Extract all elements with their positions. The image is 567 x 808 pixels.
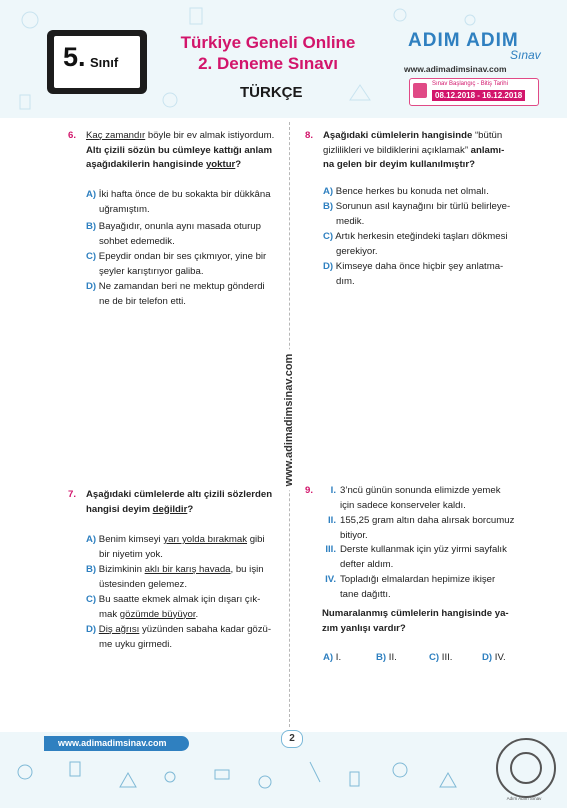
underlined-phrase: Diş ağrısı — [98, 624, 140, 635]
question-number: 8. — [305, 130, 314, 141]
option-text: II. — [388, 652, 397, 663]
question-mark: ? — [235, 159, 242, 170]
option-letter: B) — [86, 221, 97, 232]
option-b[interactable] — [86, 563, 286, 592]
footer-url[interactable]: www.adimadimsinav.com — [58, 738, 167, 748]
option-a[interactable] — [323, 185, 533, 200]
question-7 — [68, 488, 283, 517]
option-text: şeyler karıştırıyor galiba. — [99, 265, 204, 277]
option-text: Sorunun asıl kaynağını bir türlü belirleye- — [335, 201, 511, 212]
option-d[interactable] — [86, 280, 286, 309]
question-8 — [305, 129, 530, 173]
sentence-text: böyle bir ev almak istiyordum. — [145, 130, 275, 141]
sentence-text: Derste kullanmak için yüz yirmi sayfalık — [340, 544, 507, 555]
answer-d[interactable] — [482, 651, 506, 666]
option-letter: B) — [86, 564, 97, 575]
seal-text: Adım Adım Sınav — [506, 796, 542, 801]
exam-dates-value: 08.12.2018 - 16.12.2018 — [432, 90, 525, 101]
option-text: medik. — [336, 215, 365, 227]
brand-logo: ADIM ADIM — [408, 30, 519, 51]
sentence-text: için sadece konserveler kaldı. — [340, 499, 466, 511]
numbered-sentence-4 — [322, 573, 527, 602]
sentence-text: tane dağıttı. — [340, 588, 391, 600]
option-text: yüzünden sabaha kadar gözü- — [139, 624, 272, 635]
question-stem: aşağıdakilerin hangisinde — [86, 159, 206, 170]
sentence-text: defter aldım. — [340, 558, 394, 570]
option-text: Kimseye daha önce hiçbir şey anlatma- — [335, 261, 504, 272]
footer-pattern — [0, 752, 567, 808]
question-stem — [322, 607, 532, 636]
question-stem-line: zım yanlışı vardır? — [322, 622, 406, 634]
option-text: Bayağıdır, onunla aynı masada oturup — [98, 221, 261, 232]
option-d[interactable] — [86, 623, 286, 652]
option-letter: D) — [86, 281, 97, 292]
option-b[interactable] — [86, 220, 286, 249]
emphasis-word: değildir — [152, 503, 188, 515]
option-letter: B) — [376, 652, 387, 663]
option-b[interactable] — [323, 200, 533, 229]
option-text: Epeydir ondan bir ses çıkmıyor, yine bir — [98, 251, 267, 262]
question-stem: Aşağıdaki cümlelerin hangisinde — [323, 130, 475, 141]
calendar-icon — [413, 83, 427, 98]
question-number: 7. — [68, 489, 77, 500]
underlined-phrase: gözümde büyüyor — [119, 608, 196, 620]
underlined-phrase: Kaç zamandır — [86, 130, 146, 141]
option-a[interactable] — [86, 533, 286, 562]
option-text: dım. — [336, 275, 355, 287]
option-letter: C) — [86, 594, 97, 605]
option-a[interactable] — [86, 188, 286, 217]
sentence-text: 3’ncü günün sonunda elimizde yemek — [340, 485, 501, 496]
seal-inner-ring — [510, 752, 542, 784]
option-text: Bu saatte ekmek almak için dışarı çık- — [98, 594, 261, 605]
option-text: gibi — [247, 534, 265, 545]
grade-number: 5. — [63, 42, 86, 72]
page-number: 2 — [281, 730, 303, 748]
roman-numeral: III. — [325, 544, 336, 555]
option-text: sohbet edemedik. — [99, 235, 175, 247]
option-text: IV. — [494, 652, 506, 663]
option-text: uğramıştım. — [99, 203, 150, 215]
option-text: me uyku girmedi. — [99, 638, 173, 650]
numbered-sentence-2 — [322, 514, 527, 543]
sentence-text: 155,25 gram altın daha alırsak borcumuz — [340, 515, 515, 526]
option-letter: C) — [429, 652, 440, 663]
option-c[interactable] — [323, 230, 533, 259]
question-stem-line: Numaralanmış cümlelerin hangisinde ya- — [322, 608, 509, 619]
question-stem: anlamı- — [468, 144, 505, 156]
option-text: Bizimkinin — [98, 564, 145, 575]
answer-a[interactable] — [323, 651, 341, 666]
question-stem: Aşağıdaki cümlelerde altı çizili sözlerden — [86, 489, 273, 500]
numbered-sentence-3 — [322, 543, 527, 572]
quoted-meaning: “bütün — [474, 130, 503, 141]
question-stem: Altı çizili sözün bu cümleye kattığı anlam — [86, 144, 273, 156]
option-text: gerekiyor. — [336, 245, 378, 257]
option-text: Artık herkesin eteğindeki taşları dökmesi — [335, 231, 508, 242]
brand-logo-sub: Sınav — [510, 48, 541, 62]
question-6 — [68, 129, 283, 173]
answer-b[interactable] — [376, 651, 397, 666]
question-number: 9. — [305, 485, 314, 496]
option-letter: C) — [86, 251, 97, 262]
question-stem: na gelen bir deyim kullanılmıştır? — [323, 159, 475, 170]
roman-numeral: IV. — [325, 574, 336, 585]
option-text: İki hafta önce de bu sokakta bir dükkâna — [98, 189, 271, 200]
option-text: . — [195, 608, 199, 620]
option-text: Ne zamandan beri ne mektup gönderdi — [98, 281, 265, 292]
underlined-phrase: aklı bir karış havada — [144, 564, 231, 575]
option-letter: D) — [482, 652, 493, 663]
sentence-text: Topladığı elmalardan hepimize ikişer — [340, 574, 496, 585]
option-c[interactable] — [86, 250, 286, 279]
grade-label: Sınıf — [90, 55, 119, 70]
underlined-phrase: yarı yolda bırakmak — [163, 534, 248, 545]
question-stem: hangisi deyim — [86, 503, 153, 515]
sentence-text: bitiyor. — [340, 529, 368, 541]
option-text: üstesinden gelemez. — [99, 578, 187, 590]
option-letter: D) — [86, 624, 97, 635]
vertical-url: www.adimadimsinav.com — [283, 350, 295, 491]
option-text: mak — [99, 608, 120, 620]
option-d[interactable] — [323, 260, 533, 289]
answer-c[interactable] — [429, 651, 452, 666]
option-text: I. — [335, 652, 342, 663]
quoted-meaning: gizlilikleri ve bildiklerini açıklamak” — [323, 144, 469, 156]
option-letter: A) — [86, 534, 97, 545]
option-text: Benim kimseyi — [98, 534, 164, 545]
option-letter: C) — [323, 231, 334, 242]
option-letter: B) — [323, 201, 334, 212]
option-letter: D) — [323, 261, 334, 272]
roman-numeral: I. — [330, 485, 336, 496]
exam-title-line2: 2. Deneme Sınavı — [198, 54, 338, 73]
option-letter: A) — [323, 652, 334, 663]
subject-title: TÜRKÇE — [240, 84, 303, 101]
option-c[interactable] — [86, 593, 286, 622]
option-text: ne de bir telefon etti. — [99, 295, 186, 307]
emphasis-word: yoktur — [205, 159, 236, 170]
option-text: Bence herkes bu konuda net olmalı. — [335, 186, 489, 197]
question-number: 6. — [68, 130, 77, 141]
option-text: , bu işin — [230, 564, 264, 575]
brand-url: www.adimadimsinav.com — [404, 64, 507, 74]
roman-numeral: II. — [328, 515, 336, 526]
option-text: III. — [441, 652, 453, 663]
numbered-sentence-1 — [322, 484, 527, 513]
exam-title-line1: Türkiye Geneli Online — [180, 33, 356, 52]
option-letter: A) — [323, 186, 334, 197]
exam-dates-label: Sınav Başlangıç - Bitiş Tarihi — [432, 81, 508, 87]
option-letter: A) — [86, 189, 97, 200]
option-text: bir niyetim yok. — [99, 548, 163, 560]
question-mark: ? — [187, 503, 194, 515]
